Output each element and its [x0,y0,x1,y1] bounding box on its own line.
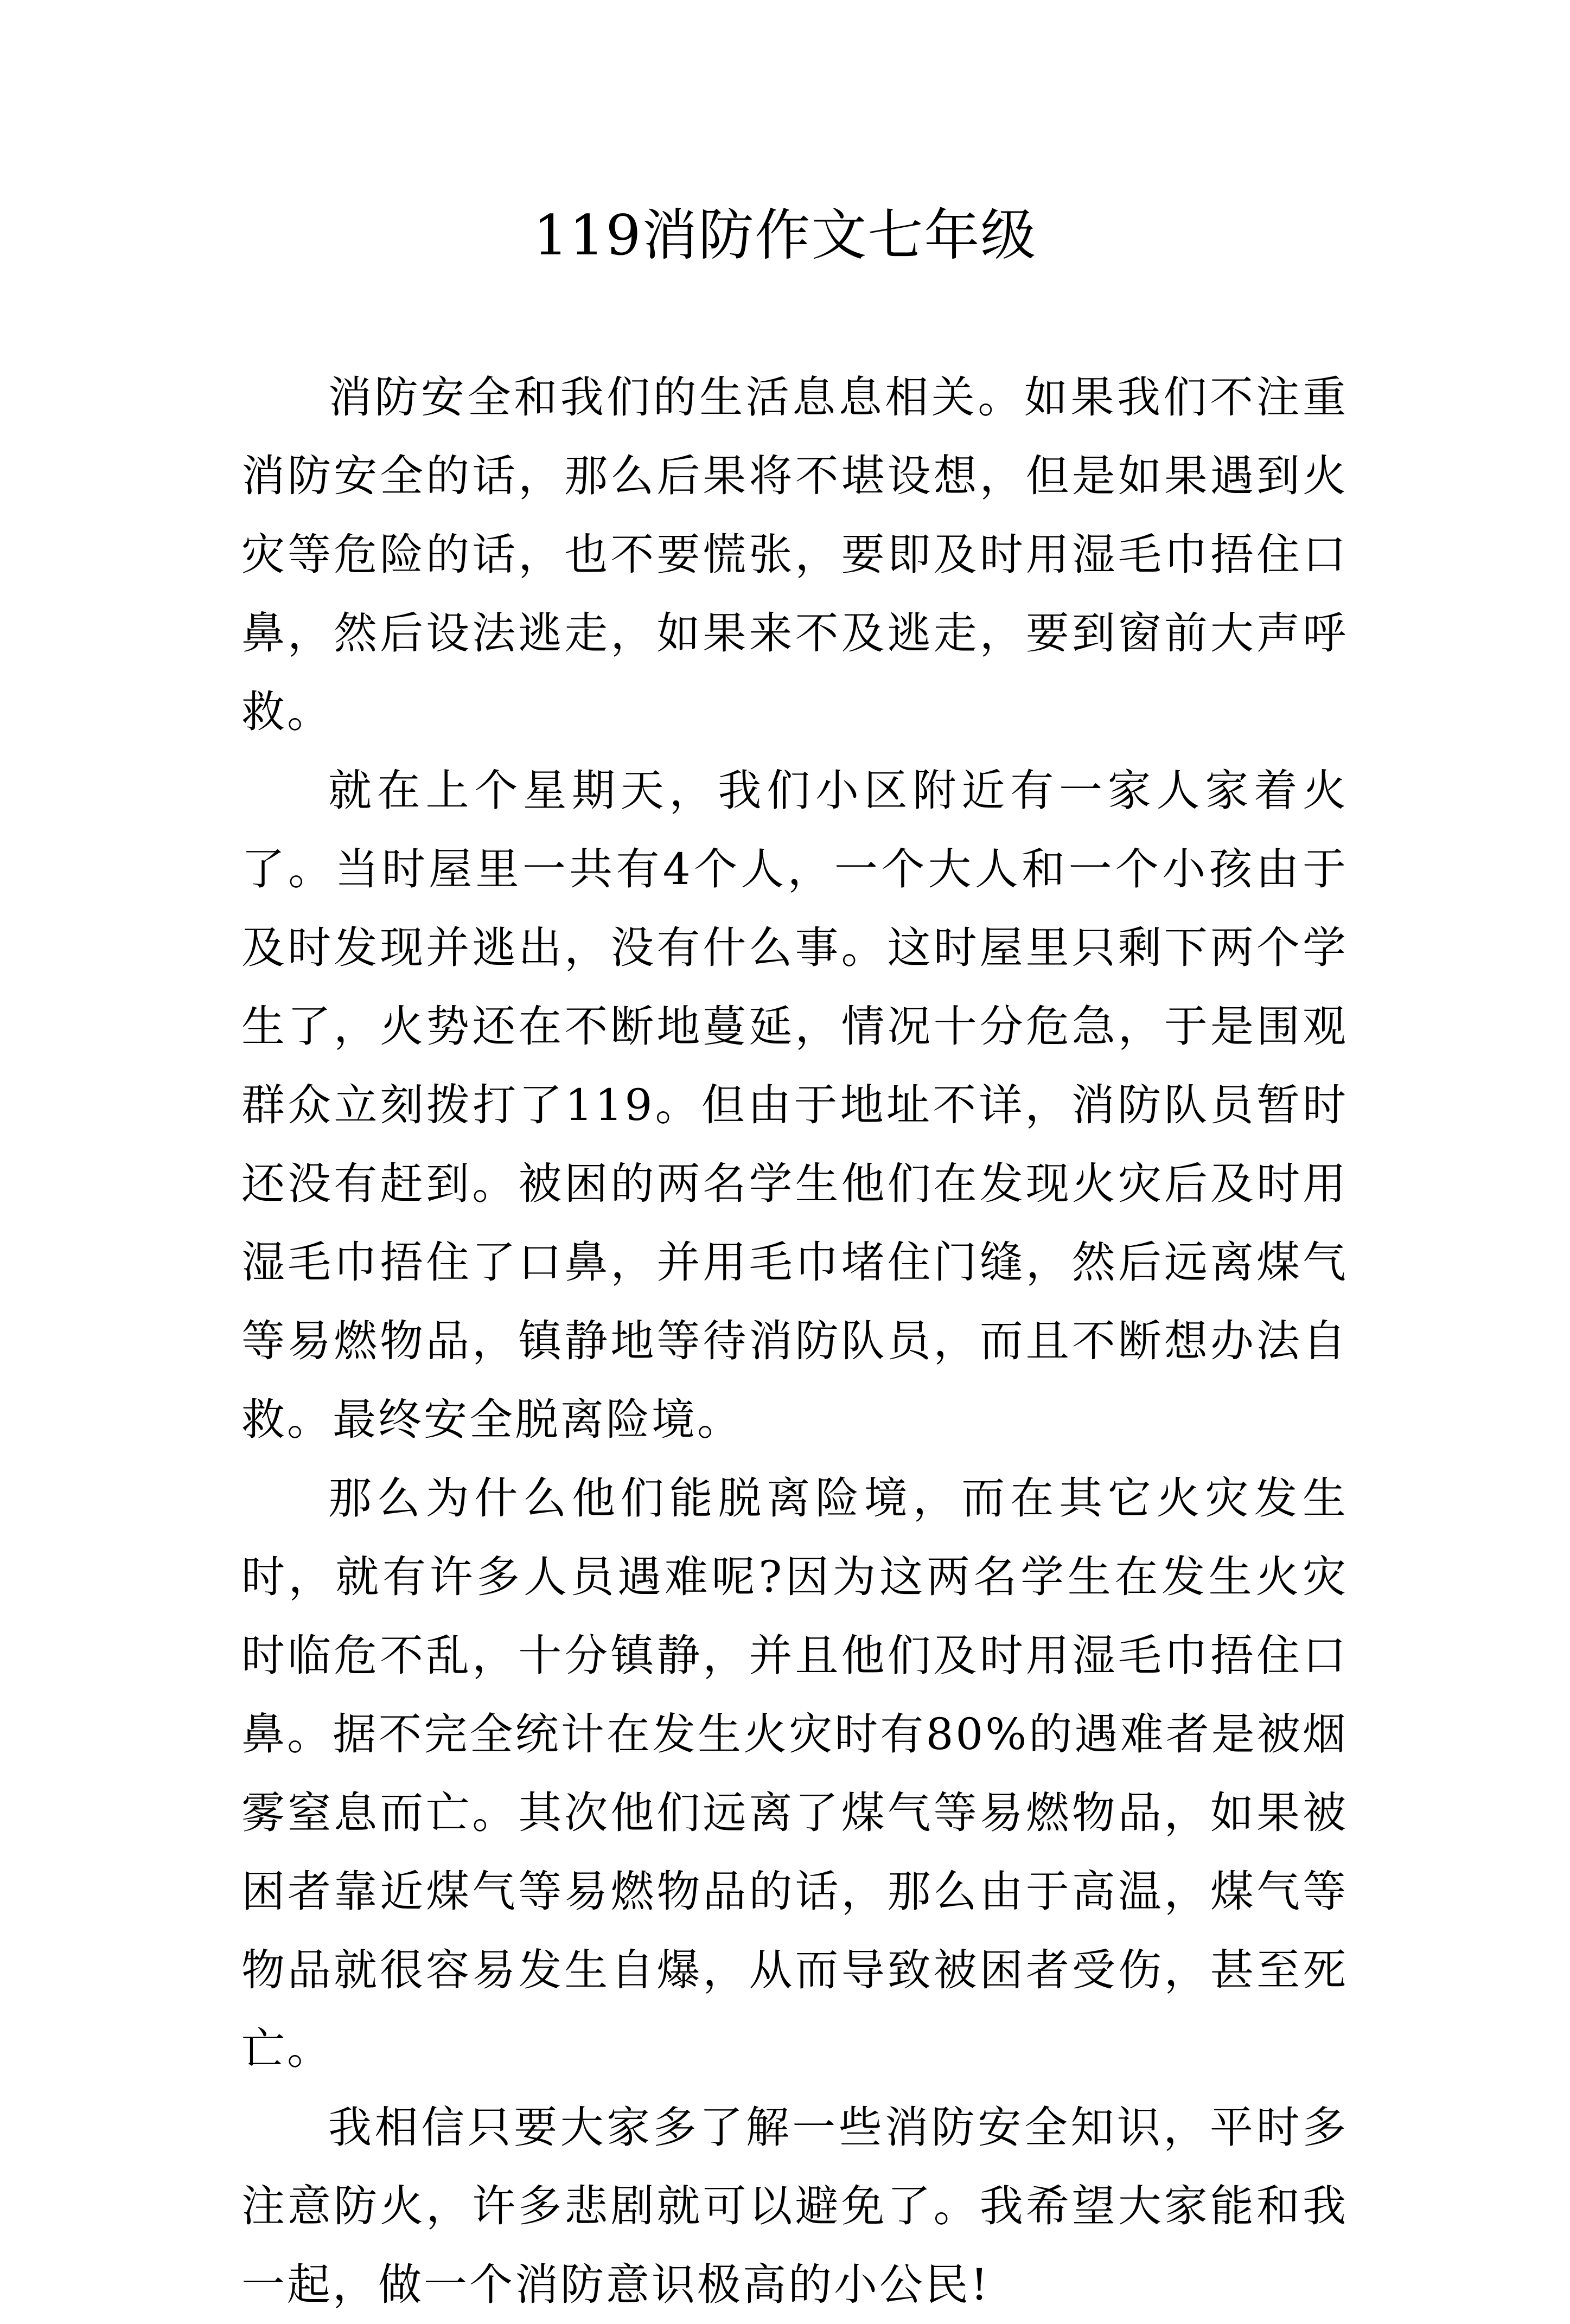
paragraph-3: 那么为什么他们能脱离险境，而在其它火灾发生时，就有许多人员遇难呢?因为这两名学生在发生火灾时临危不乱，十分镇静，并且他们及时用湿毛巾捂住口鼻。据不完全统计在发生火灾时有80%的遇难者是被烟雾窒息而亡。其次他们远离了煤气等易燃物品，如果被困者靠近煤气等易燃物品的话，那么由于高温，煤气等物品就很容易发生自爆，从而导致被困者受伤，甚至死亡。 [241,1473,1348,2074]
document-body [241,358,1348,2324]
document-title: 119消防作文七年级 [533,203,1037,268]
paragraph-4: 我相信只要大家多了解一些消防安全知识，平时多注意防火，许多悲剧就可以避免了。我希望大家能和我一起，做一个消防意识极高的小公民! [241,2102,1348,2310]
paragraph-1: 消防安全和我们的生活息息相关。如果我们不注重消防安全的话，那么后果将不堪设想，但是如果遇到火灾等危险的话，也不要慌张，要即及时用湿毛巾捂住口鼻，然后设法逃走，如果来不及逃走，要到窗前大声呼救。 [241,372,1348,737]
paragraph-2: 就在上个星期天，我们小区附近有一家人家着火了。当时屋里一共有4个人，一个大人和一个小孩由于及时发现并逃出，没有什么事。这时屋里只剩下两个学生了，火势还在不断地蔓延，情况十分危急，于是围观群众立刻拨打了119。但由于地址不详，消防队员暂时还没有赶到。被困的两名学生他们在发现火灾后及时用湿毛巾捂住了口鼻，并用毛巾堵住门缝，然后远离煤气等易燃物品，镇静地等待消防队员，而且不断想办法自救。最终安全脱离险境。 [241,765,1348,1445]
